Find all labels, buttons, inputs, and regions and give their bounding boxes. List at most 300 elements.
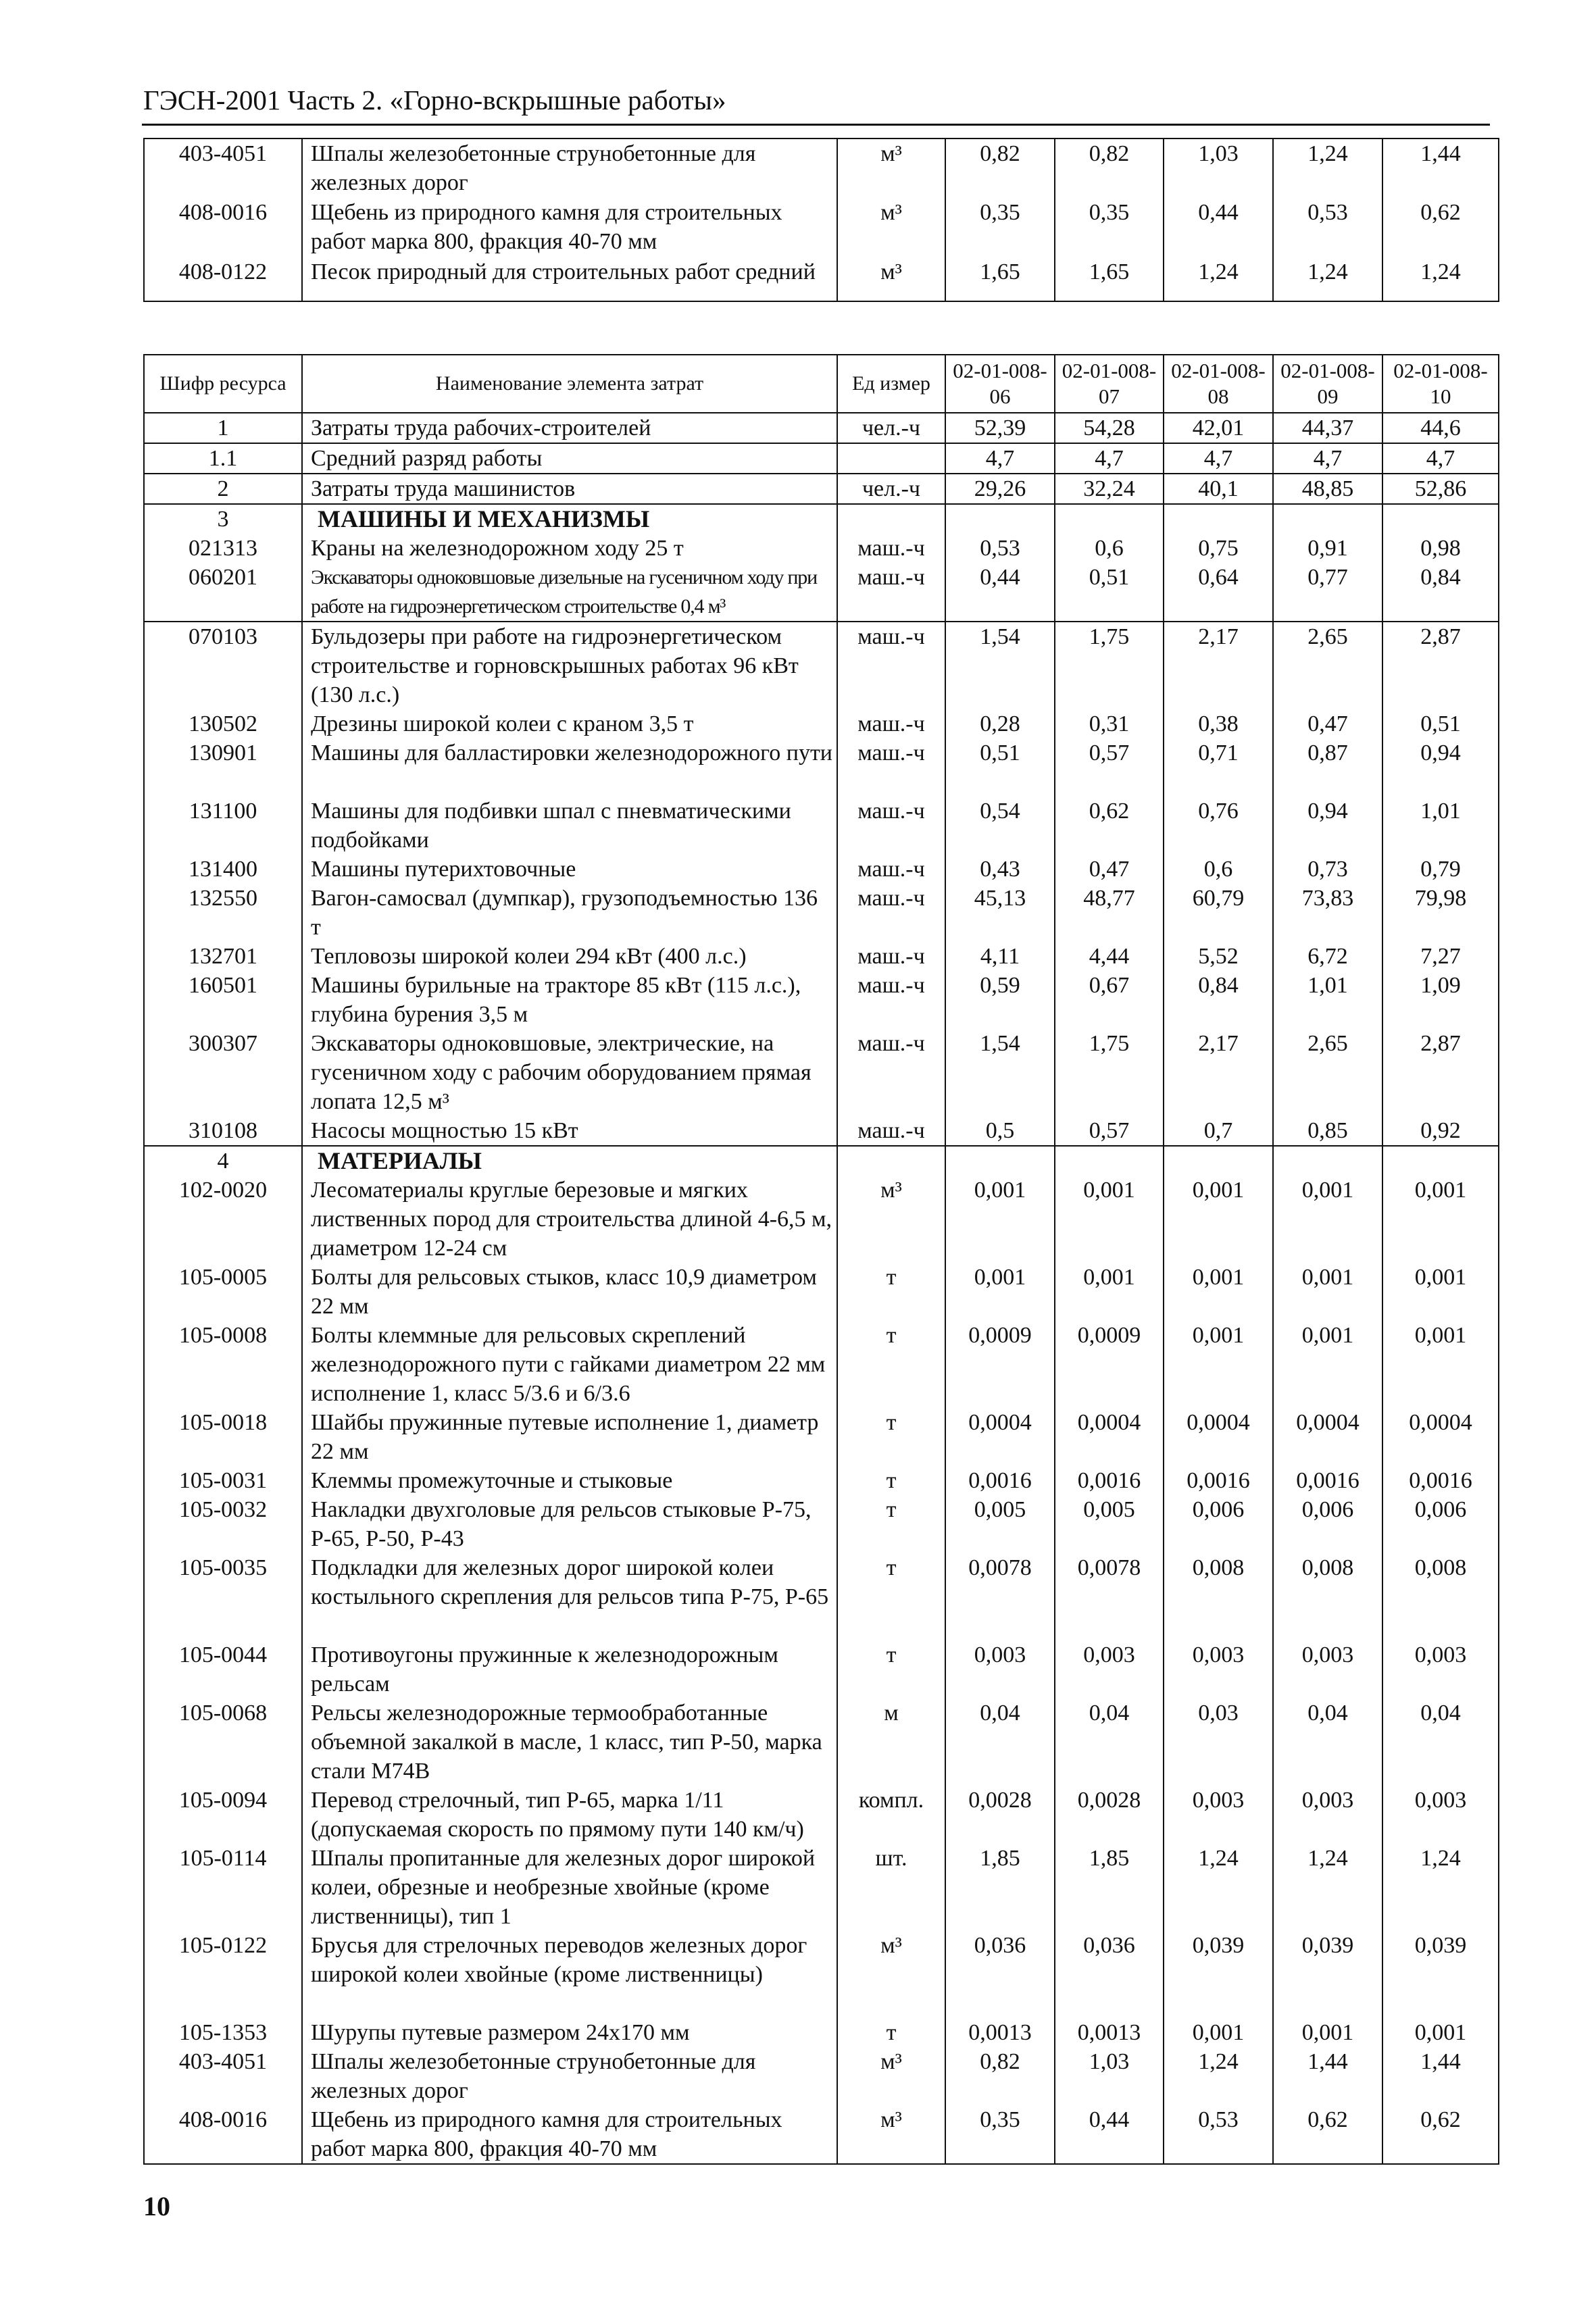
cell-value: 0,76 <box>1164 797 1273 855</box>
cell-value: 0,82 <box>1055 139 1164 198</box>
cell-value: 0,001 <box>1382 1321 1499 1408</box>
cell-value: 0,001 <box>1164 1321 1273 1408</box>
table-row <box>144 443 1499 474</box>
cell-value <box>1382 1146 1499 1176</box>
page-number: 10 <box>143 2191 170 2221</box>
cell-value: 1,85 <box>945 1844 1055 1931</box>
cell-name: Экскаваторы одноковшовые дизельные на гусеничном ходу при работе на гидроэнергетическом строительстве 0,4 м³ <box>302 563 837 622</box>
cell-unit: т <box>837 1263 945 1321</box>
cell-unit: т <box>837 1321 945 1408</box>
cell-value: 1,24 <box>1273 1844 1382 1931</box>
table-row <box>144 563 1499 622</box>
cell-unit: т <box>837 1495 945 1553</box>
cell-value: 0,31 <box>1055 709 1164 738</box>
cell-value: 0,64 <box>1164 563 1273 622</box>
cell-value: 0,001 <box>1382 2018 1499 2047</box>
cell-unit: маш.-ч <box>837 622 945 709</box>
cell-value: 48,85 <box>1273 474 1382 504</box>
cell-code: 408-0016 <box>144 2105 302 2164</box>
cell-name: Тепловозы широкой колеи 294 кВт (400 л.с.) <box>302 942 837 971</box>
cell-value: 0,003 <box>1164 1786 1273 1844</box>
cell-code: 132550 <box>144 884 302 942</box>
cell-value: 0,04 <box>945 1699 1055 1786</box>
table-row <box>144 2105 1499 2164</box>
cell-value: 0,008 <box>1382 1553 1499 1640</box>
cell-value: 0,001 <box>1273 1321 1382 1408</box>
cell-name: Затраты труда машинистов <box>302 474 837 504</box>
cell-value: 4,7 <box>945 443 1055 474</box>
cell-value: 0,82 <box>945 2047 1055 2105</box>
cell-value: 0,006 <box>1382 1495 1499 1553</box>
cell-value: 0,54 <box>945 797 1055 855</box>
cell-value: 29,26 <box>945 474 1055 504</box>
cell-value: 0,005 <box>1055 1495 1164 1553</box>
cell-value: 0,44 <box>1055 2105 1164 2164</box>
cell-value: 0,94 <box>1273 797 1382 855</box>
cell-value: 0,0016 <box>1382 1466 1499 1495</box>
cell-value: 44,37 <box>1273 413 1382 443</box>
cell-value <box>945 504 1055 534</box>
cell-unit: маш.-ч <box>837 884 945 942</box>
cell-unit <box>837 443 945 474</box>
cell-value: 0,0078 <box>945 1553 1055 1640</box>
cell-value: 1,65 <box>1055 257 1164 301</box>
cell-value: 0,001 <box>1164 2018 1273 2047</box>
cell-code: 160501 <box>144 971 302 1029</box>
cell-unit: маш.-ч <box>837 1116 945 1146</box>
cell-code: 1 <box>144 413 302 443</box>
cell-name: Дрезины широкой колеи с краном 3,5 т <box>302 709 837 738</box>
cell-code: 403-4051 <box>144 139 302 198</box>
cell-value: 0,001 <box>1055 1263 1164 1321</box>
cell-value: 0,44 <box>1164 198 1273 257</box>
cell-name: Насосы мощностью 15 кВт <box>302 1116 837 1146</box>
cell-value: 0,04 <box>1055 1699 1164 1786</box>
cell-unit <box>837 504 945 534</box>
cell-value: 0,001 <box>1164 1176 1273 1263</box>
table-row <box>144 1321 1499 1408</box>
cell-value: 0,67 <box>1055 971 1164 1029</box>
cell-value: 0,91 <box>1273 534 1382 563</box>
cell-unit: компл. <box>837 1786 945 1844</box>
header-code: Шифр ресурса <box>144 355 302 413</box>
cell-value: 0,003 <box>1382 1786 1499 1844</box>
cell-name: МАШИНЫ И МЕХАНИЗМЫ <box>302 504 837 534</box>
cell-value: 0,0016 <box>1055 1466 1164 1495</box>
cell-unit: т <box>837 1466 945 1495</box>
cell-value: 1,01 <box>1273 971 1382 1029</box>
cell-name: Накладки двухголовые для рельсов стыковые Р-75, Р-65, Р-50, Р-43 <box>302 1495 837 1553</box>
cell-value: 0,59 <box>945 971 1055 1029</box>
table-row <box>144 622 1499 709</box>
table-row <box>144 855 1499 884</box>
table-row <box>144 474 1499 504</box>
cell-code: 060201 <box>144 563 302 622</box>
cell-name: Щебень из природного камня для строительных работ марка 800, фракция 40-70 мм <box>302 2105 837 2164</box>
cell-value: 0,003 <box>1273 1786 1382 1844</box>
cell-code: 105-0005 <box>144 1263 302 1321</box>
header-col-5: 02-01-008-10 <box>1382 355 1499 413</box>
cell-value: 0,6 <box>1055 534 1164 563</box>
cell-value: 0,35 <box>1055 198 1164 257</box>
cell-code: 131400 <box>144 855 302 884</box>
table-row <box>144 942 1499 971</box>
cell-value: 0,001 <box>945 1263 1055 1321</box>
cell-code: 105-0032 <box>144 1495 302 1553</box>
cell-value: 4,7 <box>1273 443 1382 474</box>
cell-value: 54,28 <box>1055 413 1164 443</box>
cell-value: 1,75 <box>1055 1029 1164 1116</box>
cell-code: 105-0018 <box>144 1408 302 1466</box>
cell-code: 403-4051 <box>144 2047 302 2105</box>
cell-value: 0,85 <box>1273 1116 1382 1146</box>
cell-value: 0,001 <box>1382 1263 1499 1321</box>
table-row <box>144 2018 1499 2047</box>
cell-unit: маш.-ч <box>837 971 945 1029</box>
table-row <box>144 709 1499 738</box>
cell-value: 0,0004 <box>1382 1408 1499 1466</box>
cell-value: 0,0013 <box>945 2018 1055 2047</box>
cell-name: Клеммы промежуточные и стыковые <box>302 1466 837 1495</box>
cell-code: 2 <box>144 474 302 504</box>
cell-value: 0,0004 <box>1273 1408 1382 1466</box>
cell-unit: т <box>837 1553 945 1640</box>
cell-unit: м³ <box>837 1931 945 2018</box>
cell-value: 73,83 <box>1273 884 1382 942</box>
cell-value: 0,005 <box>945 1495 1055 1553</box>
cell-name: Шпалы пропитанные для железных дорог широкой колеи, обрезные и необрезные хвойные (кроме лиственницы), тип 1 <box>302 1844 837 1931</box>
cell-code: 1.1 <box>144 443 302 474</box>
cell-value: 0,98 <box>1382 534 1499 563</box>
cell-name: Рельсы железнодорожные термообработанные объемной закалкой в масле, 1 класс, тип Р-50, марка стали М74В <box>302 1699 837 1786</box>
cell-value: 1,44 <box>1382 2047 1499 2105</box>
cell-value: 0,51 <box>945 738 1055 797</box>
resource-table-body <box>144 413 1499 2164</box>
cell-value: 0,47 <box>1055 855 1164 884</box>
cell-value: 45,13 <box>945 884 1055 942</box>
cell-name: Подкладки для железных дорог широкой колеи костыльного скрепления для рельсов типа Р-75, Р-65 <box>302 1553 837 1640</box>
cell-value: 0,47 <box>1273 709 1382 738</box>
cell-value: 0,003 <box>1382 1640 1499 1699</box>
cell-value: 1,75 <box>1055 622 1164 709</box>
cell-value: 0,001 <box>1273 1263 1382 1321</box>
cell-value: 0,62 <box>1055 797 1164 855</box>
cell-name: Машины бурильные на тракторе 85 кВт (115 л.с.), глубина бурения 3,5 м <box>302 971 837 1029</box>
cell-value: 0,039 <box>1382 1931 1499 2018</box>
cell-name: Брусья для стрелочных переводов железных дорог широкой колеи хвойные (кроме лиственницы) <box>302 1931 837 2018</box>
cell-value: 0,38 <box>1164 709 1273 738</box>
cell-value: 0,0004 <box>945 1408 1055 1466</box>
cell-value: 1,54 <box>945 1029 1055 1116</box>
cell-value: 2,17 <box>1164 1029 1273 1116</box>
cell-value: 0,003 <box>1055 1640 1164 1699</box>
cell-value: 1,01 <box>1382 797 1499 855</box>
cell-code: 131100 <box>144 797 302 855</box>
cell-code: 021313 <box>144 534 302 563</box>
cell-value: 0,0016 <box>1273 1466 1382 1495</box>
header-unit: Ед измер <box>837 355 945 413</box>
cell-unit: чел.-ч <box>837 413 945 443</box>
cell-unit: маш.-ч <box>837 738 945 797</box>
cell-value: 1,24 <box>1164 1844 1273 1931</box>
cell-value: 0,62 <box>1382 198 1499 257</box>
cell-unit: т <box>837 1640 945 1699</box>
cell-value: 2,87 <box>1382 1029 1499 1116</box>
cell-value <box>945 1146 1055 1176</box>
cell-value: 0,94 <box>1382 738 1499 797</box>
cell-value: 4,11 <box>945 942 1055 971</box>
cell-value: 0,0009 <box>945 1321 1055 1408</box>
table-row <box>144 1408 1499 1466</box>
cell-value: 4,7 <box>1055 443 1164 474</box>
cell-unit: т <box>837 2018 945 2047</box>
page-header: ГЭСН-2001 Часть 2. «Горно-вскрышные работы» <box>143 84 726 116</box>
cell-unit: шт. <box>837 1844 945 1931</box>
table-row <box>144 1931 1499 2018</box>
cell-value: 1,44 <box>1382 139 1499 198</box>
cell-value: 0,75 <box>1164 534 1273 563</box>
cell-code: 105-0122 <box>144 1931 302 2018</box>
cell-value: 1,24 <box>1382 1844 1499 1931</box>
cell-value <box>1164 504 1273 534</box>
cell-value: 5,52 <box>1164 942 1273 971</box>
cell-unit: маш.-ч <box>837 797 945 855</box>
cell-value: 0,53 <box>1273 198 1382 257</box>
cell-value: 0,001 <box>1164 1263 1273 1321</box>
cell-unit: м³ <box>837 2047 945 2105</box>
table-row <box>144 1495 1499 1553</box>
cell-name: Экскаваторы одноковшовые, электрические, на гусеничном ходу с рабочим оборудованием прямая лопата 12,5 м³ <box>302 1029 837 1116</box>
cell-value: 2,65 <box>1273 1029 1382 1116</box>
cell-name: Бульдозеры при работе на гидроэнергетическом строительстве и горновскрышных работах 96 кВт (130 л.с.) <box>302 622 837 709</box>
table-row <box>144 1146 1499 1176</box>
cell-name: МАТЕРИАЛЫ <box>302 1146 837 1176</box>
table-row <box>144 1786 1499 1844</box>
cell-code: 132701 <box>144 942 302 971</box>
cell-name: Лесоматериалы круглые березовые и мягких лиственных пород для строительства длиной 4-6,5 м, диаметром 12-24 см <box>302 1176 837 1263</box>
cell-value: 1,24 <box>1382 257 1499 301</box>
cell-unit: т <box>837 1408 945 1466</box>
cell-value: 32,24 <box>1055 474 1164 504</box>
cell-value: 0,001 <box>1273 2018 1382 2047</box>
cell-unit: маш.-ч <box>837 563 945 622</box>
cell-value: 0,51 <box>1382 709 1499 738</box>
cell-value: 0,036 <box>1055 1931 1164 2018</box>
cell-value: 0,84 <box>1382 563 1499 622</box>
cell-value: 42,01 <box>1164 413 1273 443</box>
cell-value: 0,44 <box>945 563 1055 622</box>
table-row <box>144 1553 1499 1640</box>
cell-value: 0,006 <box>1164 1495 1273 1553</box>
table-row <box>144 1263 1499 1321</box>
cell-unit: м³ <box>837 257 945 301</box>
table-row <box>144 1029 1499 1116</box>
cell-value: 0,51 <box>1055 563 1164 622</box>
cell-name: Вагон-самосвал (думпкар), грузоподъемностью 136 т <box>302 884 837 942</box>
cell-value <box>1273 1146 1382 1176</box>
cell-value: 4,44 <box>1055 942 1164 971</box>
cell-value: 0,73 <box>1273 855 1382 884</box>
cell-code: 105-0044 <box>144 1640 302 1699</box>
cell-value: 7,27 <box>1382 942 1499 971</box>
cell-code: 105-0035 <box>144 1553 302 1640</box>
cell-code: 102-0020 <box>144 1176 302 1263</box>
cell-value: 0,92 <box>1382 1116 1499 1146</box>
cell-name: Шурупы путевые размером 24х170 мм <box>302 2018 837 2047</box>
cell-value: 0,039 <box>1273 1931 1382 2018</box>
cell-value: 2,65 <box>1273 622 1382 709</box>
cell-unit: маш.-ч <box>837 1029 945 1116</box>
table-row <box>144 413 1499 443</box>
cell-value: 0,79 <box>1382 855 1499 884</box>
cell-value: 0,03 <box>1164 1699 1273 1786</box>
table-row <box>144 257 1499 301</box>
cell-value: 0,53 <box>1164 2105 1273 2164</box>
cell-name: Шайбы пружинные путевые исполнение 1, диаметр 22 мм <box>302 1408 837 1466</box>
table-row <box>144 738 1499 797</box>
cell-unit: чел.-ч <box>837 474 945 504</box>
cell-code: 105-0114 <box>144 1844 302 1931</box>
cell-value: 0,62 <box>1273 2105 1382 2164</box>
cell-unit: маш.-ч <box>837 942 945 971</box>
cell-value: 0,43 <box>945 855 1055 884</box>
cell-value: 0,62 <box>1382 2105 1499 2164</box>
cell-unit <box>837 1146 945 1176</box>
cell-value: 2,17 <box>1164 622 1273 709</box>
cell-code: 3 <box>144 504 302 534</box>
table-row <box>144 504 1499 534</box>
cell-value: 0,001 <box>1055 1176 1164 1263</box>
cell-value: 0,001 <box>1382 1176 1499 1263</box>
cell-value: 0,001 <box>945 1176 1055 1263</box>
cell-value: 48,77 <box>1055 884 1164 942</box>
cell-unit: маш.-ч <box>837 709 945 738</box>
cell-code: 408-0122 <box>144 257 302 301</box>
cell-value <box>1164 1146 1273 1176</box>
cell-name: Шпалы железобетонные струнобетонные для железных дорог <box>302 139 837 198</box>
cell-value: 1,24 <box>1164 257 1273 301</box>
cell-code: 105-0068 <box>144 1699 302 1786</box>
header-name: Наименование элемента затрат <box>302 355 837 413</box>
cell-value: 0,0016 <box>945 1466 1055 1495</box>
header-rule <box>142 124 1490 126</box>
table-row <box>144 534 1499 563</box>
cell-value: 0,0028 <box>1055 1786 1164 1844</box>
cell-name: Машины путерихтовочные <box>302 855 837 884</box>
cell-value: 1,54 <box>945 622 1055 709</box>
cell-code: 105-0094 <box>144 1786 302 1844</box>
header-col-1: 02-01-008-06 <box>945 355 1055 413</box>
cell-value: 1,03 <box>1055 2047 1164 2105</box>
table-row <box>144 139 1499 198</box>
cell-value: 1,24 <box>1164 2047 1273 2105</box>
table-row <box>144 971 1499 1029</box>
cell-code: 070103 <box>144 622 302 709</box>
cell-name: Затраты труда рабочих-строителей <box>302 413 837 443</box>
cell-unit: маш.-ч <box>837 534 945 563</box>
cell-unit: маш.-ч <box>837 855 945 884</box>
cell-value: 0,5 <box>945 1116 1055 1146</box>
cell-name: Шпалы железобетонные струнобетонные для железных дорог <box>302 2047 837 2105</box>
cell-value: 0,77 <box>1273 563 1382 622</box>
cell-value: 0,003 <box>945 1640 1055 1699</box>
cell-value: 52,86 <box>1382 474 1499 504</box>
cell-value: 1,24 <box>1273 257 1382 301</box>
cell-code: 300307 <box>144 1029 302 1116</box>
table-row <box>144 1640 1499 1699</box>
cell-value: 0,0004 <box>1055 1408 1164 1466</box>
table-row <box>144 884 1499 942</box>
cell-value: 0,0013 <box>1055 2018 1164 2047</box>
cell-value: 79,98 <box>1382 884 1499 942</box>
cell-value: 0,04 <box>1382 1699 1499 1786</box>
cell-value <box>1273 504 1382 534</box>
cell-name: Машины для подбивки шпал с пневматическими подбойками <box>302 797 837 855</box>
header-col-4: 02-01-008-09 <box>1273 355 1382 413</box>
cell-value: 4,7 <box>1164 443 1273 474</box>
cell-value: 60,79 <box>1164 884 1273 942</box>
cell-value: 0,04 <box>1273 1699 1382 1786</box>
cell-code: 408-0016 <box>144 198 302 257</box>
cell-value: 1,03 <box>1164 139 1273 198</box>
cell-code: 4 <box>144 1146 302 1176</box>
continuation-table <box>143 138 1499 302</box>
cell-name: Краны на железнодорожном ходу 25 т <box>302 534 837 563</box>
resource-table <box>143 354 1499 2165</box>
cell-value: 52,39 <box>945 413 1055 443</box>
cell-name: Машины для балластировки железнодорожного пути <box>302 738 837 797</box>
cell-name: Песок природный для строительных работ средний <box>302 257 837 301</box>
cell-value: 0,008 <box>1273 1553 1382 1640</box>
cell-code: 105-0008 <box>144 1321 302 1408</box>
cell-value: 0,0078 <box>1055 1553 1164 1640</box>
table-row <box>144 1466 1499 1495</box>
cell-value: 0,87 <box>1273 738 1382 797</box>
cell-value: 6,72 <box>1273 942 1382 971</box>
cell-code: 130901 <box>144 738 302 797</box>
cell-value: 0,003 <box>1164 1640 1273 1699</box>
cell-value: 0,57 <box>1055 738 1164 797</box>
cell-name: Болты клеммные для рельсовых скреплений железнодорожного пути с гайками диаметром 22 мм исполнение 1, класс 5/3.6 и 6/3.6 <box>302 1321 837 1408</box>
table-row <box>144 198 1499 257</box>
cell-value: 1,09 <box>1382 971 1499 1029</box>
cell-value: 0,003 <box>1273 1640 1382 1699</box>
cell-name: Противоугоны пружинные к железнодорожным рельсам <box>302 1640 837 1699</box>
cell-value <box>1055 504 1164 534</box>
cell-value: 0,039 <box>1164 1931 1273 2018</box>
cell-unit: м³ <box>837 198 945 257</box>
cell-value: 0,71 <box>1164 738 1273 797</box>
cell-value: 0,35 <box>945 2105 1055 2164</box>
cell-value: 0,0009 <box>1055 1321 1164 1408</box>
resource-table-header <box>144 355 1499 413</box>
cell-code: 105-0031 <box>144 1466 302 1495</box>
cell-unit: м <box>837 1699 945 1786</box>
cell-value: 1,24 <box>1273 139 1382 198</box>
table-row <box>144 1699 1499 1786</box>
cell-value: 1,65 <box>945 257 1055 301</box>
cell-value: 0,036 <box>945 1931 1055 2018</box>
cell-value: 4,7 <box>1382 443 1499 474</box>
cell-value: 0,35 <box>945 198 1055 257</box>
cell-unit: м³ <box>837 1176 945 1263</box>
cell-unit: м³ <box>837 2105 945 2164</box>
table-row <box>144 1176 1499 1263</box>
cell-value: 0,84 <box>1164 971 1273 1029</box>
table-row <box>144 797 1499 855</box>
table-row <box>144 2047 1499 2105</box>
cell-value: 0,6 <box>1164 855 1273 884</box>
